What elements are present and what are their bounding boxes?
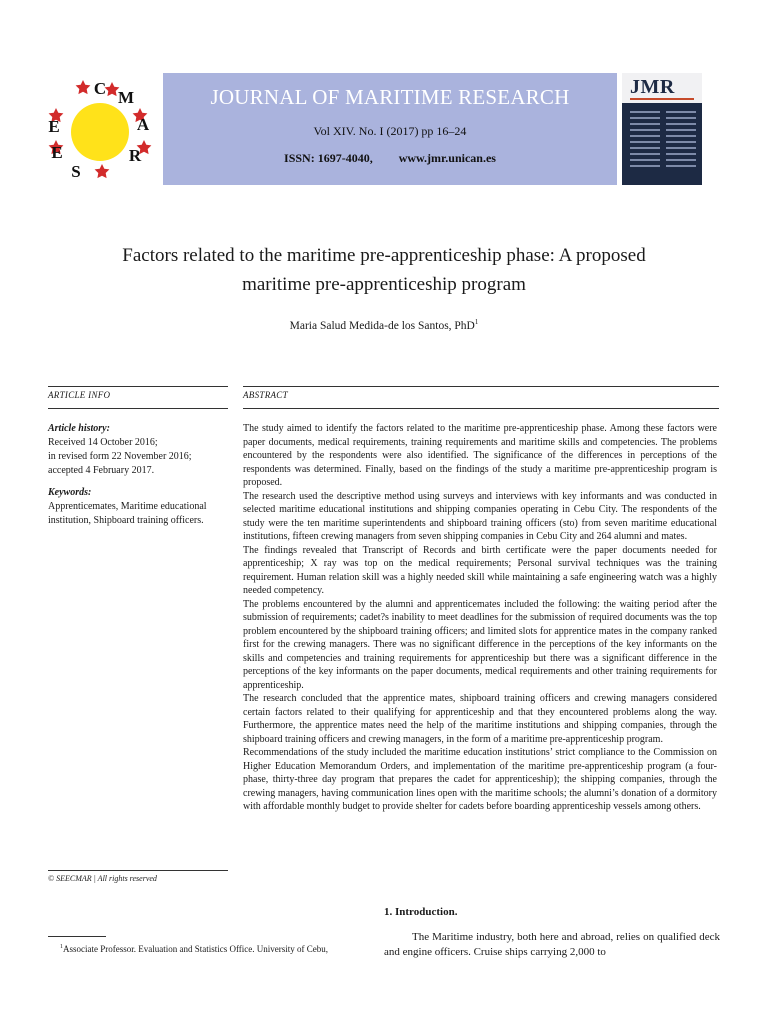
divider xyxy=(48,408,228,409)
author-line xyxy=(40,318,728,332)
copyright-notice: © SEECMAR | All rights reserved xyxy=(48,874,157,883)
footnote-divider xyxy=(48,936,106,937)
journal-header-band xyxy=(163,73,617,185)
section-heading-introduction: 1. Introduction. xyxy=(384,906,458,918)
abstract-paragraph: The study aimed to identify the factors related to the maritime pre-apprenticeship phase. Among these factors were paper documents, medical requirements, training requirements and maritime skills and competencies. The problems encountered by the respondents were also identified. The significance of the differences in perceptions of the respondents was determined. Finally, based on the findings of the study a maritime pre-apprenticeship program is proposed. xyxy=(243,423,717,488)
article-info-heading: ARTICLE INFO xyxy=(48,390,111,400)
footnote-mark: 1 xyxy=(60,944,63,950)
logo-letter: R xyxy=(128,146,142,165)
title-line: maritime pre-apprenticeship program xyxy=(242,274,526,295)
logo-letter: M xyxy=(117,88,135,107)
divider xyxy=(243,408,719,409)
volume-info: Vol XIV. No. I (2017) pp 16–24 xyxy=(313,124,467,138)
abstract-paragraph: The research concluded that the apprentice mates, shipboard training officers and crewing managers considered certain factors related to their qualifying for apprenticeship and that they encountered problems along the way. Furthermore, the apprentice mates need the help of the maritime institutions and shipping companies, through the shipboard training officers and crewing managers, in the form of a maritime pre-apprenticeship program. xyxy=(243,693,717,745)
logo-letter: E xyxy=(48,117,60,136)
author-name: Maria Salud Medida-de los Santos, PhD xyxy=(289,319,475,332)
seecmar-logo xyxy=(40,72,160,192)
keywords: Apprenticemates, Maritime educational institution, Shipboard training officers. xyxy=(48,501,207,526)
accepted-date: accepted 4 February 2017. xyxy=(48,465,155,476)
abstract-heading: ABSTRACT xyxy=(243,390,288,400)
abstract-paragraph: The problems encountered by the alumni and apprenticemates included the following: the waiting period after the submission of requirements; cadet?s inability to meet deadlines for the submission of required documents was the top problem encountered by the shipboard training officers; and limited slots for apprentice mates in the company ranked first for the crewing managers. There was no significant difference in the perceptions of the key informants on the skills and competencies and training requirements for apprenticeship but there was a significant difference in the perceptions of the key informants on the paper documents, medical requirements and other training requirements for apprenticeship. xyxy=(243,598,717,691)
logo-sun xyxy=(71,103,129,161)
paper-title xyxy=(40,241,728,299)
introduction-text: The Maritime industry, both here and abroad, relies on qualified deck and engine officers. Cruise ships carrying 2,000 to xyxy=(384,931,720,958)
journal-cover-thumbnail xyxy=(622,73,702,185)
abstract xyxy=(243,422,717,814)
issn-line xyxy=(163,151,617,166)
logo-letter: E xyxy=(51,143,63,162)
journal-website-link[interactable]: www.jmr.unican.es xyxy=(398,151,496,165)
revised-date: in revised form 22 November 2016; xyxy=(48,451,192,462)
logo-letter: C xyxy=(93,79,107,98)
article-history-label: Article history: xyxy=(48,423,110,434)
article-info xyxy=(48,422,228,528)
journal-title: JOURNAL OF MARITIME RESEARCH xyxy=(210,85,570,109)
received-date: Received 14 October 2016; xyxy=(48,437,158,448)
cover-title: JMR xyxy=(630,76,675,98)
title-line: Factors related to the maritime pre-apprenticeship phase: A proposed xyxy=(122,245,646,266)
divider xyxy=(243,386,719,387)
divider xyxy=(48,870,228,871)
footnote xyxy=(60,941,378,955)
footnote-text: Associate Professor. Evaluation and Statistics Office. University of Cebu, xyxy=(63,944,329,954)
logo-letter: A xyxy=(136,115,150,134)
issn: ISSN: 1697-4040, xyxy=(284,151,373,165)
author-footnote-mark: 1 xyxy=(474,318,479,326)
keywords-label: Keywords: xyxy=(48,487,92,498)
abstract-paragraph: The findings revealed that Transcript of Records and birth certificate were the paper documents needed for apprenticeship; X ray was top on the medical requirements; Personal survival techniques was the training requirement. Human relation skill was a highly needed skill while maintaining a safe engineering watch was a highly needed competency. xyxy=(243,544,717,596)
abstract-paragraph: The research used the descriptive method using surveys and interviews with key informants and was conducted in selected maritime educational institutions and shipping companies operating in Cebu City. The respondents of the study were the ten maritime superintendents and shipboard training officers (sto) from seven maritime educational institutions, fifteen crewing managers from seven shipping companies in Cebu City and 264 alumni and mates. xyxy=(243,490,717,542)
logo-letter: S xyxy=(71,162,81,181)
abstract-paragraph: Recommendations of the study included the maritime education institutions’ strict compliance to the Commission on Higher Education Memorandum Orders, and implementation of the maritime pre-apprenticeship program (a four-phase, thirty-three day program that prepares the cadet for apprenticeship); the shipping companies, through the crewing managers, having communication lines open with the maritime schools; the alumni’s donation of a dormitory with affordable monthly budget to provide shelter for cadets before boarding apprenticeship vessels among others. xyxy=(243,747,717,812)
divider xyxy=(48,386,228,387)
